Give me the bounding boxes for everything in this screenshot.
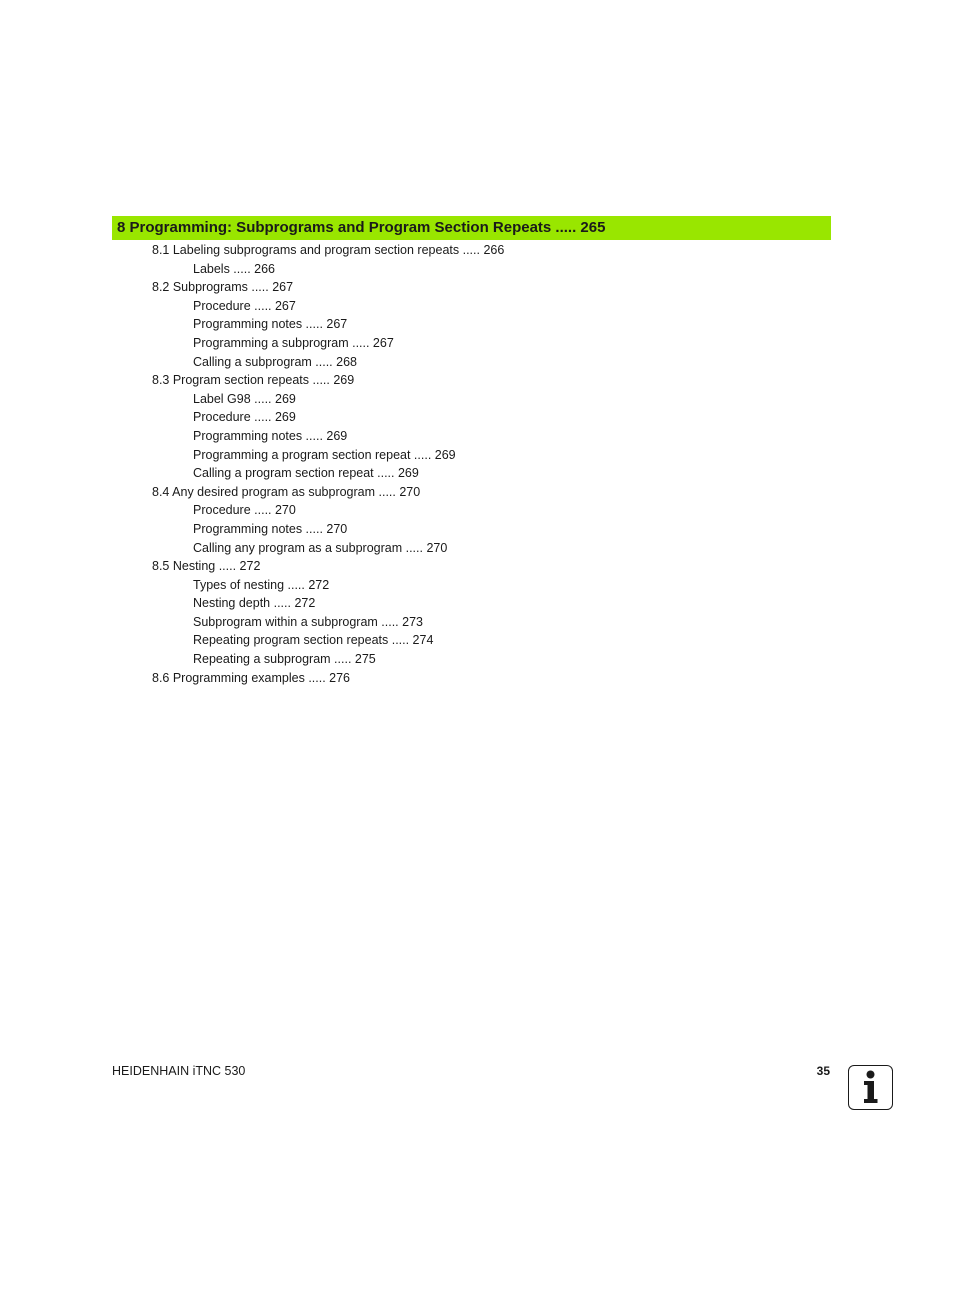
toc-subsection-entry[interactable]: Calling any program as a subprogram ..... 270 bbox=[193, 540, 448, 555]
toc-subsection-entry[interactable]: Repeating a subprogram ..... 275 bbox=[193, 652, 376, 667]
footer-product-name: HEIDENHAIN iTNC 530 bbox=[112, 1064, 246, 1078]
toc-subsection-entry[interactable]: Types of nesting ..... 272 bbox=[193, 577, 330, 592]
toc-section-entry[interactable]: 8.4 Any desired program as subprogram ..... 270 bbox=[152, 484, 421, 499]
toc-subsection-entry[interactable]: Procedure ..... 267 bbox=[193, 298, 296, 313]
page-number: 35 bbox=[816, 1064, 830, 1078]
toc-subsection-entry[interactable]: Calling a subprogram ..... 268 bbox=[193, 354, 357, 369]
chapter-heading[interactable]: 8 Programming: Subprograms and Program Section Repeats ..... 265 bbox=[112, 216, 831, 240]
info-glyph bbox=[849, 1066, 891, 1108]
toc-subsection-entry[interactable]: Programming a subprogram ..... 267 bbox=[193, 335, 394, 350]
toc-section-entry[interactable]: 8.5 Nesting ..... 272 bbox=[152, 559, 261, 574]
toc-subsection-entry[interactable]: Programming notes ..... 269 bbox=[193, 428, 348, 443]
toc-subsection-entry[interactable]: Subprogram within a subprogram ..... 273 bbox=[193, 614, 423, 629]
toc-subsection-entry[interactable]: Nesting depth ..... 272 bbox=[193, 596, 316, 611]
toc-subsection-entry[interactable]: Programming notes ..... 270 bbox=[193, 521, 348, 536]
toc-section-entry[interactable]: 8.2 Subprograms ..... 267 bbox=[152, 280, 294, 295]
info-icon bbox=[848, 1065, 893, 1110]
toc-subsection-entry[interactable]: Repeating program section repeats ..... 274 bbox=[193, 633, 434, 648]
toc-subsection-entry[interactable]: Label G98 ..... 269 bbox=[193, 391, 296, 406]
toc-subsection-entry[interactable]: Calling a program section repeat ..... 269 bbox=[193, 466, 419, 481]
toc-subsection-entry[interactable]: Programming a program section repeat ..... 269 bbox=[193, 447, 456, 462]
toc-section-entry[interactable]: 8.1 Labeling subprograms and program section repeats ..... 266 bbox=[152, 243, 505, 257]
toc-subsection-entry[interactable]: Labels ..... 266 bbox=[193, 261, 276, 276]
toc-subsection-entry[interactable]: Procedure ..... 269 bbox=[193, 410, 296, 425]
toc-subsection-entry[interactable]: Procedure ..... 270 bbox=[193, 503, 296, 518]
table-of-contents bbox=[0, 241, 954, 687]
toc-section-entry[interactable]: 8.3 Program section repeats ..... 269 bbox=[152, 373, 355, 388]
toc-section-entry[interactable]: 8.6 Programming examples ..... 276 bbox=[152, 670, 351, 685]
toc-subsection-entry[interactable]: Programming notes ..... 267 bbox=[193, 317, 348, 332]
